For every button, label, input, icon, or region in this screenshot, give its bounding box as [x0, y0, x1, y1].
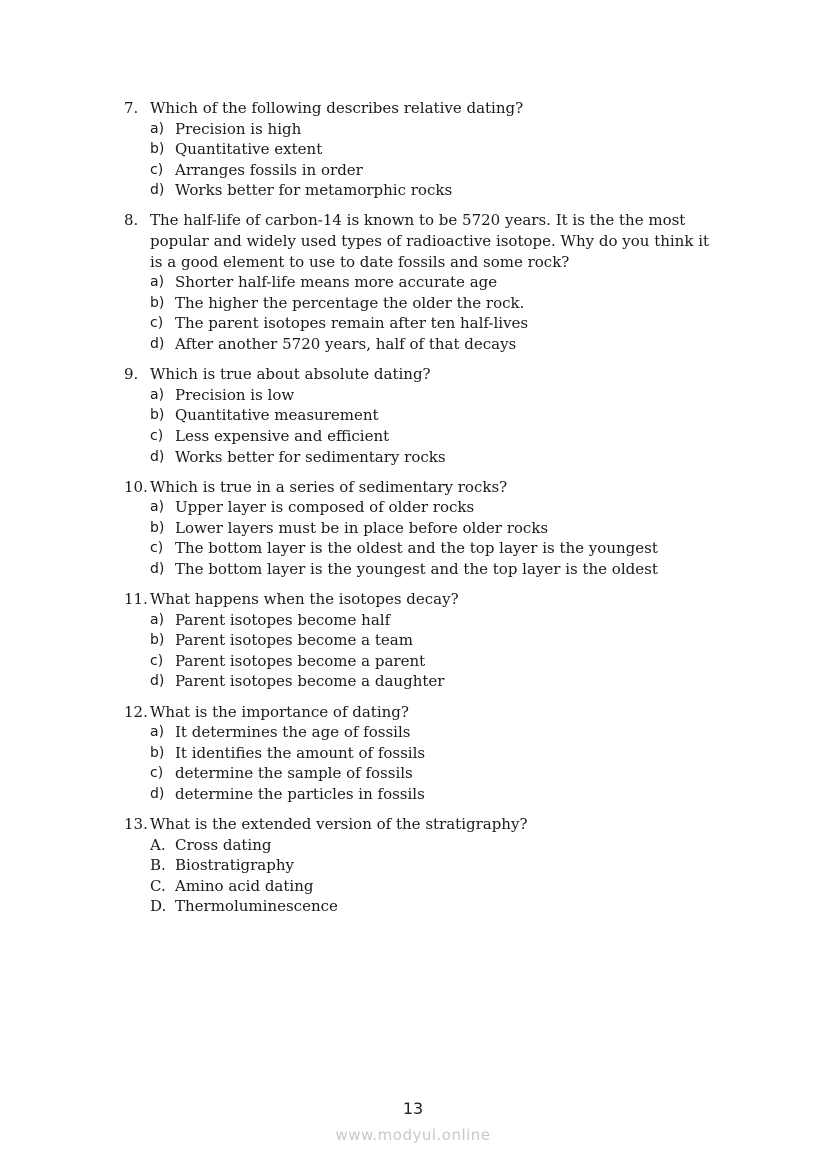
question-text: What happens when the isotopes decay?: [150, 590, 459, 609]
choice-letter: b): [150, 744, 165, 761]
choice-list: [124, 119, 724, 201]
choice-letter: c): [150, 427, 164, 444]
choice-letter: C.: [150, 876, 166, 895]
choice-item: [150, 139, 724, 160]
choice-letter: b): [150, 632, 165, 649]
question-8: [124, 210, 724, 354]
question-9: [124, 364, 724, 467]
choice-item: [150, 180, 724, 201]
choice-item: [150, 743, 724, 764]
choice-text: Arranges fossils in order: [175, 160, 363, 179]
choice-letter: a): [150, 386, 165, 403]
question-stem: [124, 210, 724, 272]
question-stem: [124, 814, 724, 835]
choice-item: [150, 313, 724, 334]
choice-list: [124, 385, 724, 467]
question-stem: [124, 98, 724, 119]
choice-text: determine the sample of fossils: [175, 764, 413, 783]
question-number: 13.: [124, 815, 148, 833]
choice-item: [150, 334, 724, 355]
choice-item: [150, 293, 724, 314]
question-list: [124, 98, 724, 926]
choice-text: Cross dating: [175, 835, 272, 854]
choice-text: After another 5720 years, half of that decays: [175, 335, 517, 354]
choice-text: The higher the percentage the older the rock.: [175, 293, 525, 312]
question-stem: [124, 702, 724, 723]
question-stem: [124, 364, 724, 385]
question-number: 9.: [124, 365, 139, 384]
choice-text: The parent isotopes remain after ten half-lives: [175, 314, 529, 333]
choice-item: [150, 855, 724, 876]
choice-list: [124, 835, 724, 917]
question-number: 10.: [124, 477, 148, 496]
choice-text: determine the particles in fossils: [175, 784, 425, 803]
choice-letter: c): [150, 315, 164, 332]
choice-list: [124, 497, 724, 579]
choice-letter: A.: [150, 835, 166, 854]
choice-letter: c): [150, 765, 164, 782]
choice-letter: a): [150, 724, 165, 741]
choice-list: [124, 610, 724, 692]
choice-item: [150, 538, 724, 559]
choice-text: Upper layer is composed of older rocks: [175, 498, 475, 517]
choice-text: It identifies the amount of fossils: [175, 743, 426, 762]
question-stem: [124, 589, 724, 610]
choice-list: [124, 722, 724, 804]
choice-text: Thermoluminescence: [175, 897, 338, 916]
choice-text: Parent isotopes become a daughter: [175, 672, 445, 691]
choice-item: [150, 610, 724, 631]
choice-list: [124, 272, 724, 354]
choice-item: [150, 896, 724, 917]
question-10: [124, 477, 724, 580]
choice-text: Works better for metamorphic rocks: [175, 181, 453, 200]
choice-text: Precision is high: [175, 119, 302, 138]
choice-item: [150, 497, 724, 518]
choice-item: [150, 559, 724, 580]
choice-text: Biostratigraphy: [175, 856, 294, 875]
choice-item: [150, 722, 724, 743]
choice-letter: c): [150, 540, 164, 557]
choice-letter: d): [150, 182, 165, 199]
choice-item: [150, 160, 724, 181]
choice-text: Lower layers must be in place before older rocks: [175, 518, 549, 537]
choice-item: [150, 447, 724, 468]
choice-item: [150, 784, 724, 805]
question-11: [124, 589, 724, 692]
choice-text: Parent isotopes become a parent: [175, 651, 426, 670]
choice-item: [150, 651, 724, 672]
choice-item: [150, 876, 724, 897]
choice-item: [150, 426, 724, 447]
choice-item: [150, 835, 724, 856]
choice-item: [150, 518, 724, 539]
choice-letter: D.: [150, 897, 167, 916]
choice-text: Works better for sedimentary rocks: [175, 447, 446, 466]
choice-letter: a): [150, 120, 165, 137]
choice-letter: d): [150, 448, 165, 465]
choice-text: Parent isotopes become half: [175, 610, 391, 629]
choice-letter: b): [150, 407, 165, 424]
choice-letter: c): [150, 161, 164, 178]
question-12: [124, 702, 724, 805]
choice-letter: B.: [150, 856, 166, 875]
question-text: The half-life of carbon-14 is known to be 5720 years. It is the the most popular and widely used types of radioactive isotope. Why do you think it is a good element to use to date fossils and some rock?: [150, 211, 710, 271]
choice-text: Quantitative measurement: [175, 406, 379, 425]
question-stem: [124, 477, 724, 498]
choice-item: [150, 119, 724, 140]
choice-letter: d): [150, 673, 165, 690]
choice-item: [150, 630, 724, 651]
choice-letter: d): [150, 336, 165, 353]
choice-item: [150, 763, 724, 784]
choice-text: The bottom layer is the oldest and the top layer is the youngest: [175, 539, 658, 558]
question-13: [124, 814, 724, 917]
choice-letter: b): [150, 519, 165, 536]
question-text: Which is true in a series of sedimentary rocks?: [150, 477, 508, 496]
choice-text: Amino acid dating: [175, 876, 314, 895]
choice-text: Quantitative extent: [175, 140, 323, 159]
choice-letter: a): [150, 611, 165, 628]
question-text: Which of the following describes relative dating?: [150, 99, 524, 117]
question-text: What is the extended version of the stratigraphy?: [150, 815, 528, 833]
question-number: 11.: [124, 590, 148, 609]
question-7: [124, 98, 724, 201]
choice-text: It determines the age of fossils: [175, 723, 411, 742]
question-number: 12.: [124, 702, 148, 721]
choice-text: Less expensive and efficient: [175, 426, 390, 445]
page-number: 13: [402, 1099, 424, 1118]
choice-text: Precision is low: [175, 385, 295, 404]
choice-item: [150, 405, 724, 426]
question-text: What is the importance of dating?: [150, 702, 409, 721]
question-number: 7.: [124, 99, 139, 117]
question-text: Which is true about absolute dating?: [150, 365, 431, 384]
choice-letter: b): [150, 141, 165, 158]
choice-letter: a): [150, 499, 165, 516]
choice-letter: b): [150, 294, 165, 311]
choice-letter: a): [150, 274, 165, 291]
choice-item: [150, 671, 724, 692]
choice-text: The bottom layer is the youngest and the top layer is the oldest: [175, 559, 658, 578]
choice-letter: c): [150, 652, 164, 669]
choice-text: Shorter half-life means more accurate age: [175, 273, 498, 292]
choice-letter: d): [150, 560, 165, 577]
choice-letter: d): [150, 785, 165, 802]
question-number: 8.: [124, 211, 139, 230]
choice-item: [150, 272, 724, 293]
watermark: www.modyul.online: [335, 1126, 491, 1144]
choice-item: [150, 385, 724, 406]
choice-text: Parent isotopes become a team: [175, 631, 413, 650]
